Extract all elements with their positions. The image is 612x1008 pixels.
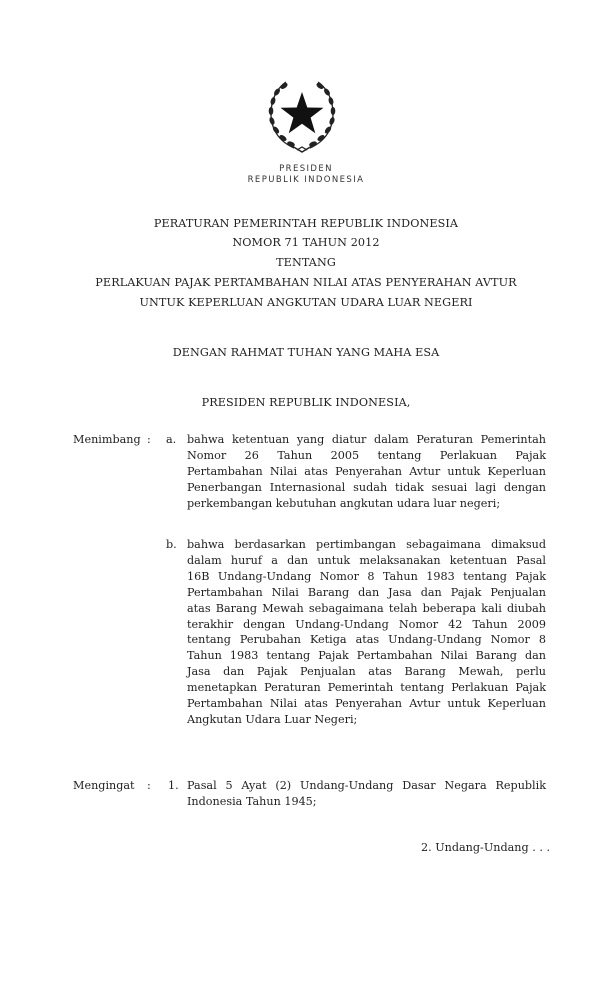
text-line: atas Barang Mewah sebagaimana telah beberapa kali diubah [187, 601, 546, 615]
regulation-tentang: TENTANG [276, 256, 336, 269]
menimbang-item-a-marker: a. [166, 433, 177, 446]
invocation: DENGAN RAHMAT TUHAN YANG MAHA ESA [172, 346, 440, 359]
regulation-subject-line1: PERLAKUAN PAJAK PERTAMBAHAN NILAI ATAS PENYERAHAN AVTUR [95, 276, 517, 289]
text-line: Jasa dan Pajak Penjualan atas Barang Mewah, perlu [187, 665, 546, 679]
menimbang-item-b-marker: b. [166, 538, 177, 551]
menimbang-item-a-text [187, 432, 546, 512]
mengingat-item-1-text [187, 778, 546, 810]
text-line: perkembangan kebutuhan angkutan udara luar negeri; [187, 496, 501, 510]
regulation-type: PERATURAN PEMERINTAH REPUBLIK INDONESIA [153, 217, 459, 230]
text-line: menetapkan Peraturan Pemerintah tentang Perlakuan Pajak [187, 681, 546, 695]
menimbang-colon: : [147, 433, 151, 446]
menimbang-label: Menimbang [73, 433, 141, 446]
text-line: 16B Undang-Undang Nomor 8 Tahun 1983 tentang Pajak [187, 569, 546, 583]
office-line-presiden: PRESIDEN [279, 164, 333, 174]
regulation-subject-line2: UNTUK KEPERLUAN ANGKUTAN UDARA LUAR NEGERI [139, 296, 473, 309]
text-line: bahwa berdasarkan pertimbangan sebagaimana dimaksud [187, 538, 546, 551]
text-line: Nomor 26 Tahun 2005 tentang Perlakuan Pajak [187, 448, 546, 462]
text-line: dalam huruf a dan untuk melaksanakan ketentuan Pasal [187, 553, 546, 567]
office-line-republik: REPUBLIK INDONESIA [247, 175, 365, 185]
text-line: Pertambahan Nilai atas Penyerahan Avtur untuk Keperluan [187, 697, 546, 711]
text-line: tentang Perubahan Ketiga atas Undang-Undang Nomor 8 [187, 633, 546, 647]
regulation-number: NOMOR 71 TAHUN 2012 [232, 236, 380, 249]
text-line: Penerbangan Internasional sudah tidak sesuai lagi dengan [187, 480, 546, 494]
text-line: Pertambahan Nilai Barang dan Jasa dan Pajak Penjualan [187, 585, 546, 599]
text-line: terakhir dengan Undang-Undang Nomor 42 Tahun 2009 [187, 617, 546, 631]
mengingat-item-1-marker: 1. [168, 779, 179, 792]
text-line: Indonesia Tahun 1945; [187, 794, 317, 808]
mengingat-label: Mengingat [73, 779, 135, 792]
text-line: Angkutan Udara Luar Negeri; [187, 712, 358, 726]
garuda-star-emblem-icon [264, 74, 340, 154]
text-line: Pasal 5 Ayat (2) Undang-Undang Dasar Negara Republik [187, 779, 546, 792]
text-line: bahwa ketentuan yang diatur dalam Peraturan Pemerintah [187, 433, 546, 446]
page-continuation: 2. Undang-Undang . . . [420, 841, 550, 854]
mengingat-colon: : [147, 779, 151, 792]
issuer: PRESIDEN REPUBLIK INDONESIA, [201, 396, 411, 409]
menimbang-item-b-text [187, 537, 546, 728]
text-line: Pertambahan Nilai atas Penyerahan Avtur untuk Keperluan [187, 464, 546, 478]
text-line: Tahun 1983 tentang Pajak Pertambahan Nilai Barang dan [187, 649, 546, 663]
